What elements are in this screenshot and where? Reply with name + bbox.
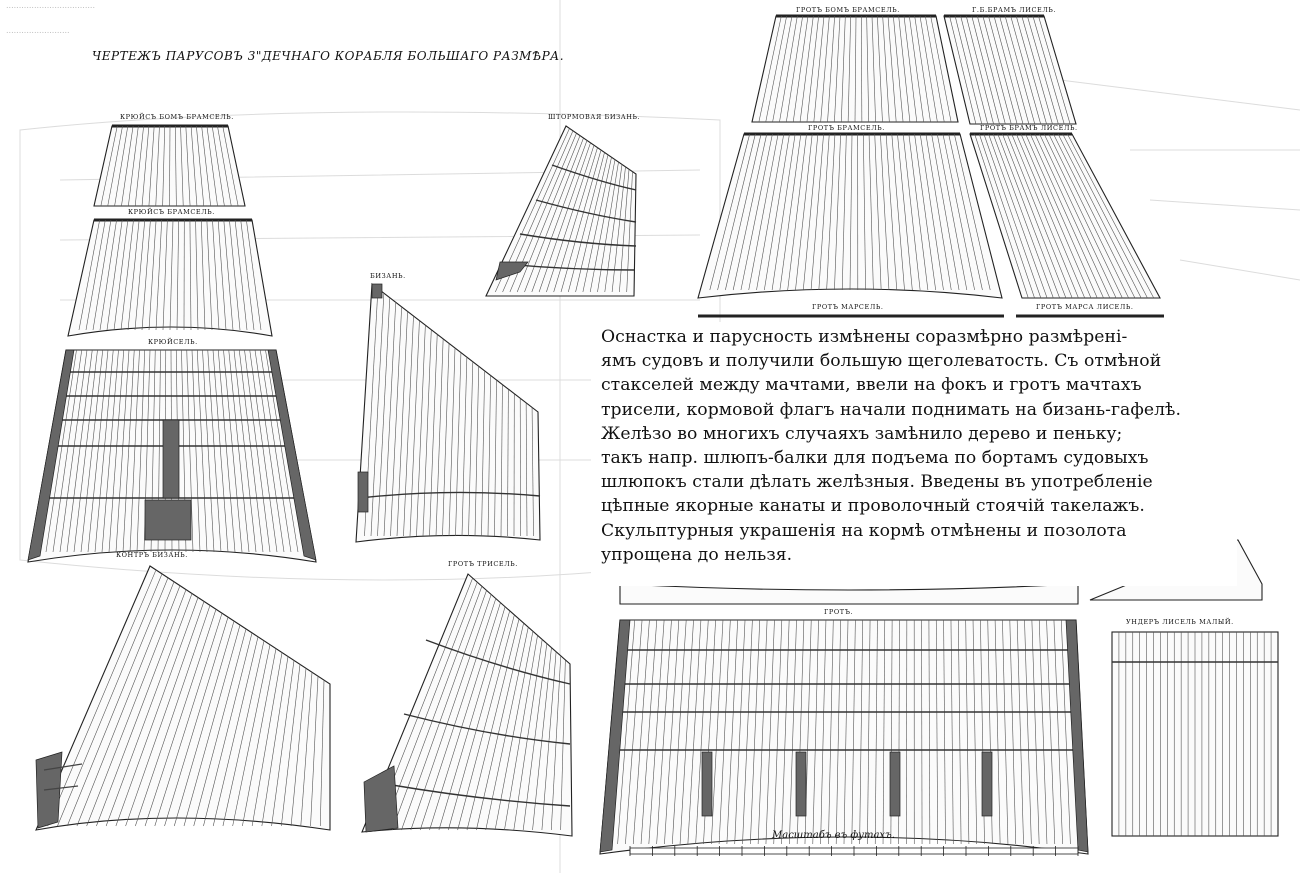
label-grot-bom-bramsel: ГРОТЪ БОМЪ БРАМСЕЛЬ. <box>796 6 900 14</box>
label-kruys-bramsel: КРЮЙСЪ БРАМСЕЛЬ. <box>128 208 215 216</box>
label-gb-bram-lisel: Г.Б.БРАМЪ ЛИСЕЛЬ. <box>972 6 1057 14</box>
label-grot-bram-lisel: ГРОТЪ БРАМЪ ЛИСЕЛЬ. <box>980 124 1078 132</box>
description-line-2: ямъ судовъ и получили большую щеголеватость. Съ отмѣной <box>601 351 1162 372</box>
label-grot-trisel: ГРОТЪ ТРИСЕЛЬ. <box>448 560 518 568</box>
description-line-7: шлюпокъ стали дѣлать желѣзныя. Введены въ употребленіе <box>601 472 1153 493</box>
label-kruysel: КРЮЙСЕЛЬ. <box>148 338 198 346</box>
faint-top-line-1: ................................... <box>6 1 96 10</box>
label-under-lisel-malyy: УНДЕРЪ ЛИСЕЛЬ МАЛЫЙ. <box>1126 618 1234 626</box>
description-line-9: Скульптурныя украшенія на кормѣ отмѣнены и позолота <box>601 520 1127 541</box>
scale-bar <box>630 846 1078 856</box>
description-line-6: такъ напр. шлюпъ-балки для подъема по бортамъ судовыхъ <box>601 448 1149 469</box>
description-line-3: стакселей между мачтами, ввели на фокъ и гротъ мачтахъ <box>601 375 1142 396</box>
faint-top-line-2: ......................... <box>6 26 70 35</box>
description-line-5: Желѣзо во многихъ случаяхъ замѣнило дерево и пеньку; <box>601 423 1123 444</box>
label-grot-marsa-lisel: ГРОТЪ МАРСА ЛИСЕЛЬ. <box>1036 303 1134 311</box>
sail-bizan-tack-patch <box>358 472 368 512</box>
sail-kruysel-foot-patch <box>145 500 191 540</box>
label-grot: ГРОТЪ. <box>824 608 854 616</box>
sail-kruysel-mast-patch <box>163 420 179 498</box>
label-grot-marsel: ГРОТЪ МАРСЕЛЬ. <box>812 303 884 311</box>
sail-kontr-bizan <box>36 566 330 830</box>
label-kontr-bizan: КОНТРЪ БИЗАНЬ. <box>116 551 188 559</box>
description-line-4: трисели, кормовой флагъ начали поднимать на бизань-гафелѣ. <box>601 399 1181 420</box>
sail-grot-trisel-patch <box>364 766 398 832</box>
description-line-8: цѣпные якорные канаты и проволочный стоячій такелажъ. <box>601 496 1145 517</box>
description-line-10: упрощена до нельзя. <box>601 544 793 565</box>
sail-grot-marsel-foot <box>620 584 1078 604</box>
label-bizan: БИЗАНЬ. <box>370 272 406 280</box>
description-text-block <box>591 322 1237 586</box>
sail-gb-bram-lisel <box>944 16 1076 124</box>
sail-grot-bram-lisel <box>970 134 1160 298</box>
label-grot-bramsel: ГРОТЪ БРАМСЕЛЬ. <box>808 124 885 132</box>
scale-label: Масштабъ въ футахъ. <box>772 830 895 841</box>
label-shtormovaya-bizan: ШТОРМОВАЯ БИЗАНЬ. <box>548 113 641 121</box>
label-kruys-bom-bramsel: КРЮЙСЪ БОМЪ БРАМСЕЛЬ. <box>120 113 234 121</box>
description-line-1: Оснастка и парусность измѣнены соразмѣрно размѣрені- <box>601 327 1128 347</box>
drawing-title: ЧЕРТЕЖЪ ПАРУСОВЪ 3"ДЕЧНАГО КОРАБЛЯ БОЛЬШАГО РАЗМѢРА. <box>92 49 565 63</box>
sail-bizan-head-patch <box>372 284 382 298</box>
